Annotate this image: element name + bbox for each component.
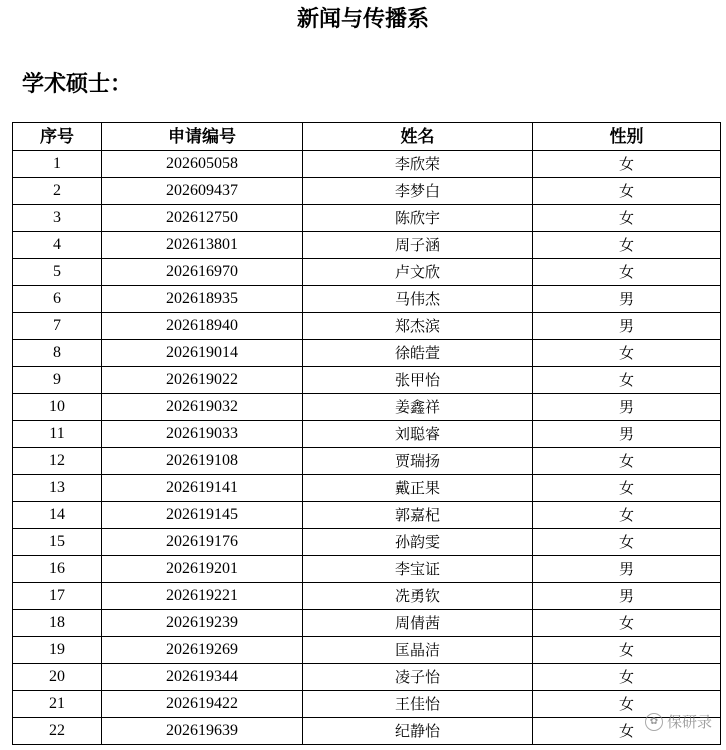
watermark-logo-icon: ✿ (645, 713, 663, 731)
cell-no: 2 (13, 178, 102, 205)
cell-sex: 男 (533, 394, 721, 421)
cell-application-id: 202619344 (102, 664, 303, 691)
table-row (13, 637, 721, 664)
cell-application-id: 202618940 (102, 313, 303, 340)
cell-name: 李梦白 (303, 178, 533, 205)
cell-application-id: 202619639 (102, 718, 303, 745)
table-row (13, 664, 721, 691)
cell-application-id: 202612750 (102, 205, 303, 232)
cell-name: 马伟杰 (303, 286, 533, 313)
cell-name: 郑杰滨 (303, 313, 533, 340)
cell-no: 10 (13, 394, 102, 421)
table-row (13, 448, 721, 475)
admission-table (12, 122, 721, 745)
cell-application-id: 202605058 (102, 151, 303, 178)
cell-application-id: 202619141 (102, 475, 303, 502)
cell-sex: 男 (533, 421, 721, 448)
cell-name: 周倩茜 (303, 610, 533, 637)
column-header-name: 姓名 (303, 123, 533, 151)
cell-name: 匡晶洁 (303, 637, 533, 664)
table-row (13, 259, 721, 286)
table-row (13, 394, 721, 421)
cell-application-id: 202619033 (102, 421, 303, 448)
cell-sex: 女 (533, 340, 721, 367)
cell-sex: 女 (533, 529, 721, 556)
cell-no: 20 (13, 664, 102, 691)
table-row (13, 502, 721, 529)
table-row (13, 529, 721, 556)
cell-name: 李宝证 (303, 556, 533, 583)
cell-sex: 男 (533, 286, 721, 313)
cell-sex: 男 (533, 556, 721, 583)
table-row (13, 421, 721, 448)
cell-sex: 男 (533, 583, 721, 610)
table-header-row (13, 123, 721, 151)
cell-no: 5 (13, 259, 102, 286)
cell-name: 冼勇钦 (303, 583, 533, 610)
cell-no: 1 (13, 151, 102, 178)
cell-no: 15 (13, 529, 102, 556)
cell-application-id: 202619239 (102, 610, 303, 637)
cell-sex: 女 (533, 502, 721, 529)
cell-name: 戴正果 (303, 475, 533, 502)
cell-no: 13 (13, 475, 102, 502)
cell-sex: 男 (533, 313, 721, 340)
cell-no: 21 (13, 691, 102, 718)
cell-application-id: 202619014 (102, 340, 303, 367)
cell-name: 纪静怡 (303, 718, 533, 745)
cell-name: 徐皓萱 (303, 340, 533, 367)
column-header-sex: 性别 (533, 123, 721, 151)
cell-application-id: 202619176 (102, 529, 303, 556)
cell-no: 22 (13, 718, 102, 745)
table-body (13, 151, 721, 745)
cell-application-id: 202618935 (102, 286, 303, 313)
watermark-text: 保研录 (666, 713, 712, 731)
cell-no: 3 (13, 205, 102, 232)
cell-sex: 女 (533, 178, 721, 205)
cell-name: 凌子怡 (303, 664, 533, 691)
table-row (13, 583, 721, 610)
table-row (13, 718, 721, 745)
page-title: 新闻与传播系 (296, 7, 429, 32)
cell-sex: 女 (533, 664, 721, 691)
cell-application-id: 202619221 (102, 583, 303, 610)
cell-sex: 女 (533, 475, 721, 502)
table-row (13, 313, 721, 340)
table-row (13, 151, 721, 178)
cell-sex: 女 (533, 259, 721, 286)
table-row (13, 556, 721, 583)
cell-name: 贾瑞扬 (303, 448, 533, 475)
cell-sex: 女 (533, 205, 721, 232)
cell-sex: 女 (533, 367, 721, 394)
cell-sex: 女 (533, 610, 721, 637)
cell-no: 7 (13, 313, 102, 340)
cell-sex: 女 (533, 718, 721, 745)
cell-application-id: 202619422 (102, 691, 303, 718)
cell-application-id: 202609437 (102, 178, 303, 205)
cell-sex: 女 (533, 232, 721, 259)
cell-name: 张甲怡 (303, 367, 533, 394)
cell-no: 14 (13, 502, 102, 529)
table-row (13, 340, 721, 367)
cell-no: 11 (13, 421, 102, 448)
cell-application-id: 202616970 (102, 259, 303, 286)
cell-application-id: 202619108 (102, 448, 303, 475)
cell-no: 16 (13, 556, 102, 583)
cell-name: 孙韵雯 (303, 529, 533, 556)
table-row (13, 286, 721, 313)
cell-no: 8 (13, 340, 102, 367)
table-row (13, 610, 721, 637)
cell-no: 17 (13, 583, 102, 610)
cell-sex: 女 (533, 151, 721, 178)
watermark (645, 711, 712, 732)
cell-no: 12 (13, 448, 102, 475)
cell-application-id: 202619032 (102, 394, 303, 421)
cell-sex: 女 (533, 448, 721, 475)
table-row (13, 232, 721, 259)
section-heading: 学术硕士： (22, 72, 133, 97)
cell-application-id: 202613801 (102, 232, 303, 259)
cell-name: 刘聪睿 (303, 421, 533, 448)
column-header-no: 序号 (13, 123, 102, 151)
column-header-application-id: 申请编号 (102, 123, 303, 151)
cell-sex: 女 (533, 691, 721, 718)
cell-name: 王佳怡 (303, 691, 533, 718)
cell-application-id: 202619022 (102, 367, 303, 394)
cell-sex: 女 (533, 637, 721, 664)
cell-name: 卢文欣 (303, 259, 533, 286)
cell-name: 周子涵 (303, 232, 533, 259)
cell-application-id: 202619269 (102, 637, 303, 664)
cell-application-id: 202619145 (102, 502, 303, 529)
cell-name: 郭嘉杞 (303, 502, 533, 529)
cell-no: 9 (13, 367, 102, 394)
cell-no: 6 (13, 286, 102, 313)
table-row (13, 205, 721, 232)
cell-application-id: 202619201 (102, 556, 303, 583)
cell-name: 李欣荣 (303, 151, 533, 178)
cell-no: 4 (13, 232, 102, 259)
cell-name: 姜鑫祥 (303, 394, 533, 421)
table-row (13, 178, 721, 205)
table-row (13, 475, 721, 502)
table-row (13, 367, 721, 394)
table-row (13, 691, 721, 718)
cell-no: 18 (13, 610, 102, 637)
cell-name: 陈欣宇 (303, 205, 533, 232)
cell-no: 19 (13, 637, 102, 664)
